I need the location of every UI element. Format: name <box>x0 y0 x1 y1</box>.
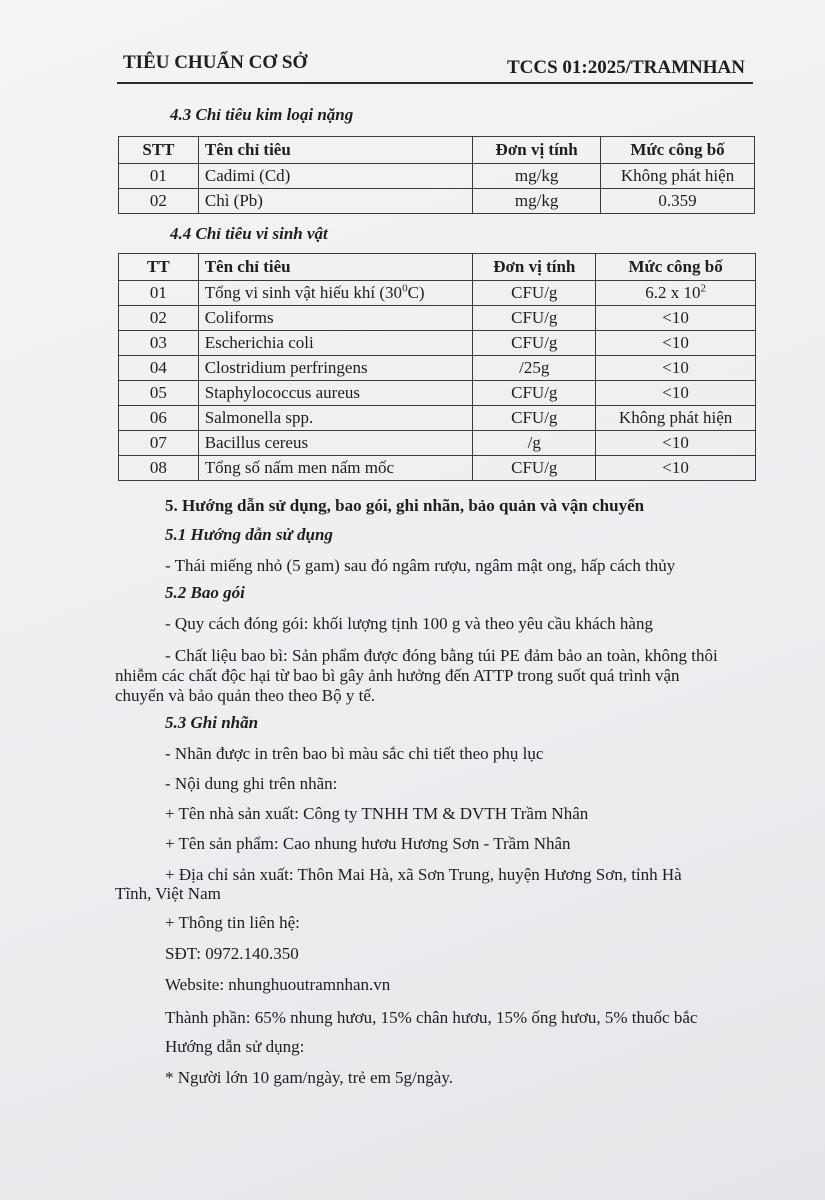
section-4-4-title: 4.4 Chỉ tiêu vi sinh vật <box>170 224 328 243</box>
row-number: 02 <box>119 306 199 331</box>
table-row <box>119 331 756 356</box>
unit-cell: CFU/g <box>473 306 596 331</box>
production-address-line: + Địa chỉ sản xuất: Thôn Mai Hà, xã Sơn Trung, huyện Hương Sơn, tỉnh Hà <box>165 865 682 884</box>
indicator-name: Tổng số nấm men nấm mốc <box>198 456 473 481</box>
table-header-row <box>119 254 756 281</box>
indicator-name: Cadimi (Cd) <box>198 164 472 189</box>
row-number: 03 <box>119 331 199 356</box>
row-number: 01 <box>119 164 199 189</box>
product-name: + Tên sản phẩm: Cao nhung hươu Hương Sơn - Trầm Nhân <box>165 834 571 853</box>
table-row <box>119 431 756 456</box>
declared-level: <10 <box>596 381 756 406</box>
indicator-name: Salmonella spp. <box>198 406 473 431</box>
contact-info-label: + Thông tin liên hệ: <box>165 913 300 932</box>
unit-cell: mg/kg <box>473 189 601 214</box>
packaging-material-line: - Chất liệu bao bì: Sản phẩm được đóng bằng túi PE đảm bảo an toàn, không thôi <box>165 646 718 665</box>
packaging-material-line: chuyển và bảo quản theo theo Bộ y tế. <box>115 686 376 705</box>
unit-cell: mg/kg <box>473 164 601 189</box>
section-4-3-title: 4.3 Chỉ tiêu kim loại nặng <box>170 105 354 124</box>
table-header-row <box>119 137 755 164</box>
table-row <box>119 306 756 331</box>
row-number: 02 <box>119 189 199 214</box>
usage-label: Hướng dẫn sử dụng: <box>165 1037 305 1056</box>
manufacturer-name: + Tên nhà sản xuất: Công ty TNHH TM & DVTH Trầm Nhân <box>165 804 589 823</box>
indicator-name: Tổng vi sinh vật hiếu khí $(30^0C)$ <box>198 281 473 306</box>
row-number: 01 <box>119 281 199 306</box>
table-row <box>119 456 756 481</box>
microbiology-table <box>118 253 756 481</box>
label-print-note: - Nhãn được in trên bao bì màu sắc chi tiết theo phụ lục <box>165 744 544 763</box>
row-number: 08 <box>119 456 199 481</box>
document-header <box>117 50 753 84</box>
declared-level: Không phát hiện <box>601 164 755 189</box>
section-5-3-title: 5.3 Ghi nhãn <box>165 713 259 732</box>
column-header: STT <box>119 137 199 164</box>
label-content-note: - Nội dung ghi trên nhãn: <box>165 774 338 793</box>
indicator-name: Chì (Pb) <box>198 189 472 214</box>
unit-cell: /25g <box>473 356 596 381</box>
section-5-1-title: 5.1 Hướng dẫn sử dụng <box>165 525 333 544</box>
table-row <box>119 189 755 214</box>
table-row <box>119 356 756 381</box>
row-number: 06 <box>119 406 199 431</box>
declared-level: <10 <box>596 356 756 381</box>
indicator-name: Staphylococcus aureus <box>198 381 473 406</box>
column-header: Mức công bố <box>596 254 756 281</box>
indicator-name: Bacillus cereus <box>198 431 473 456</box>
unit-cell: CFU/g <box>473 381 596 406</box>
declared-level: <10 <box>596 456 756 481</box>
table-row <box>119 164 755 189</box>
unit-cell: CFU/g <box>473 331 596 356</box>
column-header: TT <box>119 254 199 281</box>
row-number: 05 <box>119 381 199 406</box>
column-header: Mức công bố <box>601 137 755 164</box>
header-standard-type: TIÊU CHUẨN CƠ SỞ <box>123 52 308 73</box>
phone-number: SĐT: 0972.140.350 <box>165 944 299 963</box>
column-header: Đơn vị tính <box>473 137 601 164</box>
row-number: 04 <box>119 356 199 381</box>
indicator-name: Escherichia coli <box>198 331 473 356</box>
column-header: Tên chỉ tiêu <box>198 254 473 281</box>
table-row <box>119 281 756 306</box>
packaging-spec: - Quy cách đóng gói: khối lượng tịnh 100 g và theo yêu cầu khách hàng <box>165 614 653 633</box>
unit-cell: CFU/g <box>473 456 596 481</box>
declared-level: <10 <box>596 306 756 331</box>
usage-instruction: - Thái miếng nhỏ (5 gam) sau đó ngâm rượu, ngâm mật ong, hấp cách thủy <box>165 556 676 575</box>
table-row <box>119 381 756 406</box>
section-5-title: 5. Hướng dẫn sử dụng, bao gói, ghi nhãn, bảo quản và vận chuyển <box>165 496 645 515</box>
unit-cell: CFU/g <box>473 406 596 431</box>
indicator-name: Coliforms <box>198 306 473 331</box>
declared-level: 6.2 x $10^2$ <box>596 281 756 306</box>
header-standard-code: TCCS 01:2025/TRAMNHAN <box>506 57 745 78</box>
declared-level: 0.359 <box>601 189 755 214</box>
declared-level: Không phát hiện <box>596 406 756 431</box>
section-5-2-title: 5.2 Bao gói <box>165 583 245 602</box>
declared-level: <10 <box>596 331 756 356</box>
indicator-name: Clostridium perfringens <box>198 356 473 381</box>
website: Website: nhunghuoutramnhan.vn <box>165 975 391 994</box>
production-address-line: Tĩnh, Việt Nam <box>115 884 221 903</box>
table-row <box>119 406 756 431</box>
row-number: 07 <box>119 431 199 456</box>
heavy-metals-table <box>118 136 755 214</box>
packaging-material-line: nhiễm các chất độc hại từ bao bì gây ảnh hưởng đến ATTP trong suốt quá trình vận <box>115 666 680 685</box>
column-header: Đơn vị tính <box>473 254 596 281</box>
column-header: Tên chỉ tiêu <box>198 137 472 164</box>
unit-cell: CFU/g <box>473 281 596 306</box>
declared-level: <10 <box>596 431 756 456</box>
ingredients: Thành phần: 65% nhung hươu, 15% chân hươu, 15% ống hươu, 5% thuốc bắc <box>165 1008 698 1027</box>
unit-cell: /g <box>473 431 596 456</box>
dosage-note: * Người lớn 10 gam/ngày, trẻ em 5g/ngày. <box>165 1068 453 1087</box>
